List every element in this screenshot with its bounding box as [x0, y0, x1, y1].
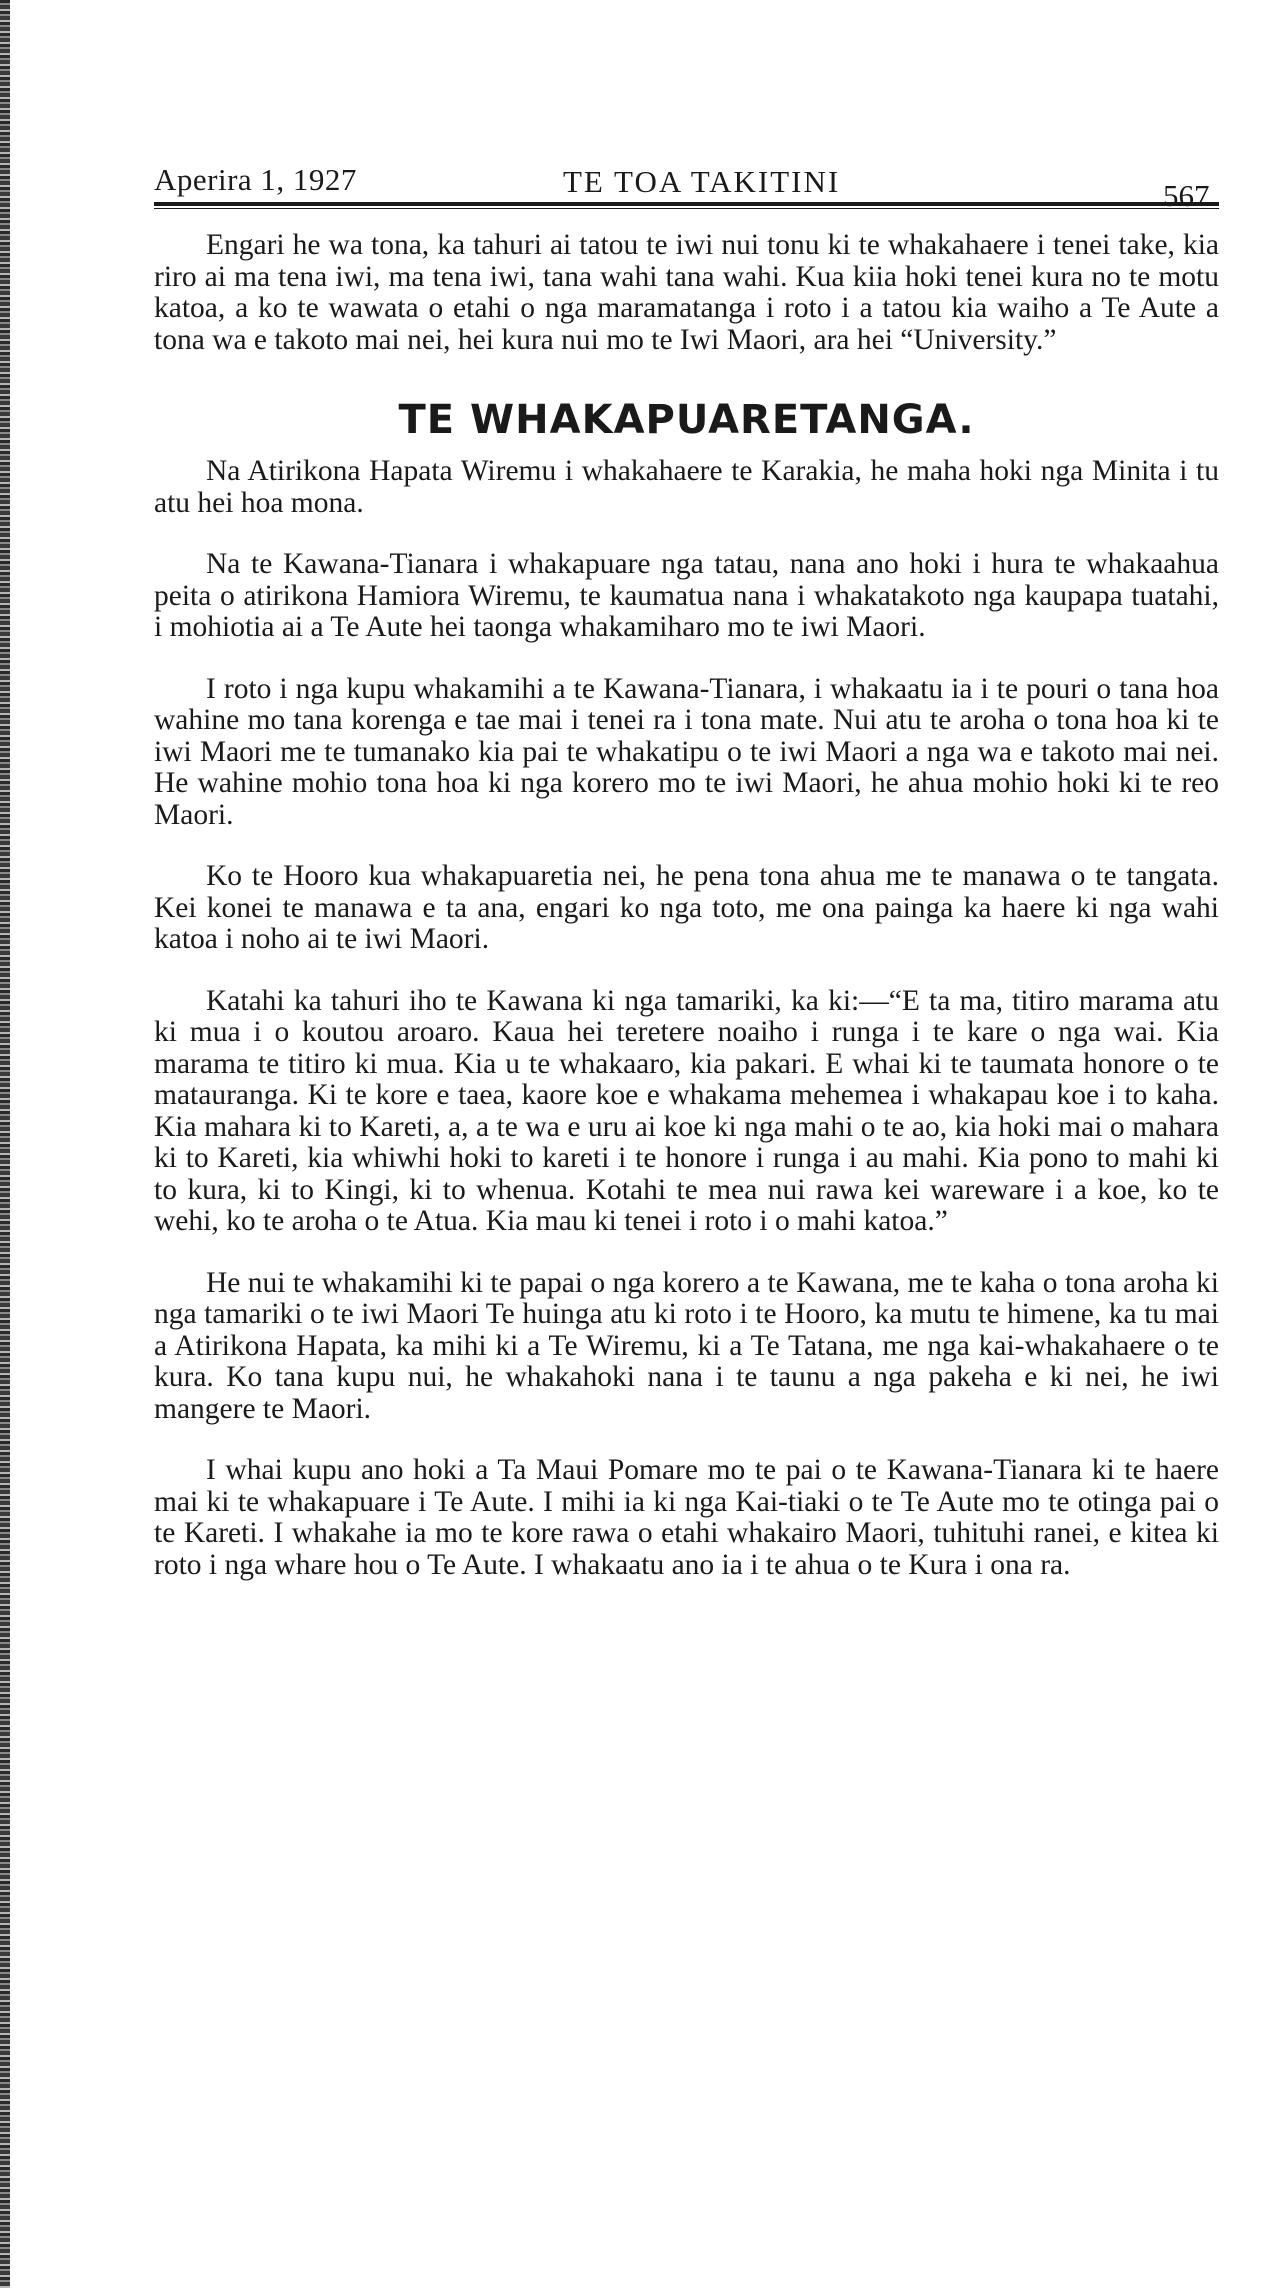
header-rule	[154, 202, 1219, 209]
scan-binding-edge	[0, 0, 10, 2288]
section-heading: TE WHAKAPUARETANGA.	[398, 397, 975, 443]
paragraph-2: Na te Kawana-Tianara i whakapuare nga tatau, nana ano hoki i hura te whakaahua peita o atirikona Hamiora Wiremu, te kaumatua nana i whakatakoto nga kaupapa tuatahi, i mohiotia ai a Te Aute hei taonga whakamiharo mo te iwi Maori.	[154, 548, 1219, 643]
paragraph-7: I whai kupu ano hoki a Ta Maui Pomare mo te pai o te Kawana-Tianara ki te haere mai ki te whakapuare i Te Aute. I mihi ia ki nga Kai-tiaki o te Te Aute mo te otinga pai o te Kareti. I whakahe ia mo te kore rawa o etahi whakairo Maori, tuhituhi ranei, e kitea ki roto i nga whare hou o Te Aute. I whakaatu ano ia i te ahua o te Kura i ona ra.	[154, 1454, 1219, 1581]
paragraph-4: Ko te Hooro kua whakapuaretia nei, he pena tona ahua me te manawa o te tangata. Kei konei te manawa e ta ana, engari ko nga toto, me ona painga ka haere ki nga wahi katoa i noho ai te iwi Maori.	[154, 860, 1219, 955]
page-number: 567	[1163, 178, 1210, 213]
issue-date: Aperira 1, 1927	[154, 162, 357, 197]
paragraph-3: I roto i nga kupu whakamihi a te Kawana-Tianara, i whakaatu ia i te pouri o tana hoa wahine mo tana korenga e tae mai i tenei ra i tona mate. Nui atu te aroha o tona hoa ki te iwi Maori me te tumanako kia pai te whakatipu o te iwi Maori a nga wa e takoto mai nei. He wahine mohio tona hoa ki nga korero mo te iwi Maori, he ahua mohio hoki ki te reo Maori.	[154, 672, 1219, 831]
page-header	[128, 150, 1233, 213]
paragraph-1: Na Atirikona Hapata Wiremu i whakahaere te Karakia, he maha hoki nga Minita i tu atu hei hoa mona.	[154, 455, 1219, 519]
magazine-page	[128, 150, 1233, 1581]
intro-paragraph: Engari he wa tona, ka tahuri ai tatou te iwi nui tonu ki te whakahaere i tenei take, kia riro ai ma tena iwi, ma tena iwi, tana wahi tana wahi. Kua kiia hoki tenei kura no te motu katoa, a ko te wawata o etahi o nga maramatanga i roto i a tatou kia waiho a Te Aute a tona wa e takoto mai nei, hei kura nui mo te Iwi Maori, ara hei “University.”	[154, 229, 1219, 356]
paragraph-6: He nui te whakamihi ki te papai o nga korero a te Kawana, me te kaha o tona aroha ki nga tamariki o te iwi Maori Te huinga atu ki roto i te Hooro, ka mutu te himene, ka tu mai a Atirikona Hapata, ka mihi ki a Te Wiremu, ki a Te Tatana, me nga kai-whakahaere o te kura. Ko tana kupu nui, he whakahoki nana i te taunu a nga pakeha e ki nei, he iwi mangere te Maori.	[154, 1266, 1219, 1425]
journal-title: TE TOA TAKITINI	[563, 164, 841, 199]
paragraph-5: Katahi ka tahuri iho te Kawana ki nga tamariki, ka ki:—“E ta ma, titiro marama atu ki mua i o koutou aroaro. Kaua hei teretere noaiho i runga i te kare o nga wai. Kia marama te titiro ki mua. Kia u te whakaaro, kia pakari. E whai ki te taumata honore o te matauranga. Ki te kore e taea, kaore koe e whakama mehemea i whakapau koe i to kaha. Kia mahara ki to Kareti, a, a te wa e uru ai koe ki nga mahi o te ao, kia hoki mai o mahara ki to Kareti, kia whiwhi hoki to kareti i te honore i runga i au mahi. Kia pono to mahi ki to kura, ki to Kingi, ki to whenua. Kotahi te mea nui rawa kei wareware i a koe, ko te wehi, ko te aroha o te Atua. Kia mau ki tenei i roto i o mahi katoa.”	[154, 984, 1219, 1237]
article-body	[154, 230, 1219, 1611]
